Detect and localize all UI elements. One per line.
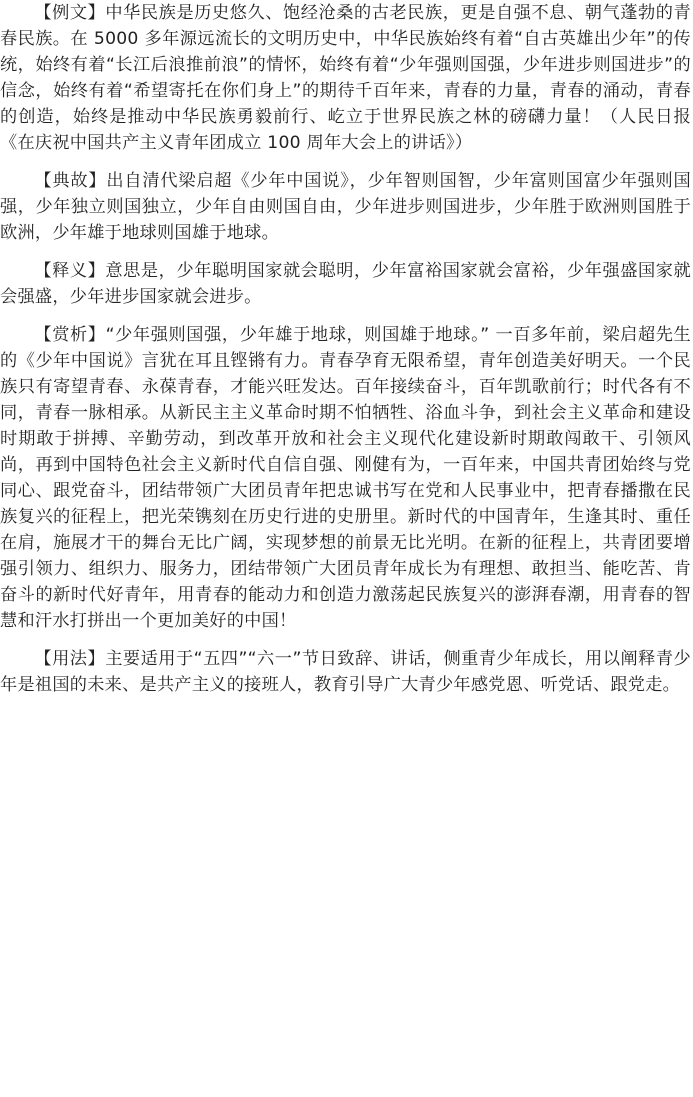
- paragraph-example: [0, 0, 691, 156]
- paragraph-meaning: [0, 258, 691, 310]
- paragraph-text: 出自清代梁启超《少年中国说》，少年智则国智，少年富则国富少年强则国强，少年独立则国独立，少年自由则国自由，少年进步则国进步，少年胜于欧洲则国胜于欧洲，少年雄于地球则国雄于地球。: [0, 171, 691, 243]
- paragraph-text: 中华民族是历史悠久、饱经沧桑的古老民族，更是自强不息、朝气蓬勃的青春民族。在 5000 多年源远流长的文明历史中，中华民族始终有着“自古英雄出少年”的传统，始终有着“长江后浪推前浪”的情怀，始终有着“少年强则国强，少年进步则国进步”的信念，始终有着“希望寄托在你们身上”的期待千百年来，青春的力量，青春的涌动，青春的创造，始终是推动中华民族勇毅前行、屹立于世界民族之林的磅礴力量！（人民日报《在庆祝中国共产主义青年团成立 100 周年大会上的讲话》）: [0, 3, 691, 153]
- paragraph-appreciation: [0, 322, 691, 634]
- paragraph-text: 意思是，少年聪明国家就会聪明，少年富裕国家就会富裕，少年强盛国家就会强盛，少年进步国家就会进步。: [0, 261, 691, 307]
- paragraph-tag: 【用法】: [34, 649, 106, 669]
- paragraph-tag: 【赏析】: [34, 325, 106, 345]
- paragraph-text: 主要适用于“五四”“六一”节日致辞、讲话，侧重青少年成长，用以阐释青少年是祖国的未来、是共产主义的接班人，教育引导广大青少年感党恩、听党话、跟党走。: [0, 649, 691, 695]
- paragraph-tag: 【释义】: [34, 261, 106, 281]
- paragraph-text: “少年强则国强，少年雄于地球，则国雄于地球。” 一百多年前，梁启超先生的《少年中国说》言犹在耳且铿锵有力。青春孕育无限希望，青年创造美好明天。一个民族只有寄望青春、永葆青春，才能兴旺发达。百年接续奋斗，百年凯歌前行；时代各有不同，青春一脉相承。从新民主主义革命时期不怕牺牲、浴血斗争，到社会主义革命和建设时期敢于拼搏、辛勤劳动，到改革开放和社会主义现代化建设新时期敢闯敢干、引领风尚，再到中国特色社会主义新时代自信自强、刚健有为，一百年来，中国共青团始终与党同心、跟党奋斗，团结带领广大团员青年把忠诚书写在党和人民事业中，把青春播撒在民族复兴的征程上，把光荣镌刻在历史行进的史册里。新时代的中国青年，生逢其时、重任在肩，施展才干的舞台无比广阔，实现梦想的前景无比光明。在新的征程上，共青团要增强引领力、组织力、服务力，团结带领广大团员青年成长为有理想、敢担当、能吃苦、肯奋斗的新时代好青年，用青春的能动力和创造力激荡起民族复兴的澎湃春潮，用青春的智慧和汗水打拼出一个更加美好的中国！: [0, 325, 691, 631]
- paragraph-allusion: [0, 168, 691, 246]
- paragraph-tag: 【例文】: [34, 3, 106, 23]
- paragraph-usage: [0, 646, 691, 698]
- paragraph-tag: 【典故】: [34, 171, 107, 191]
